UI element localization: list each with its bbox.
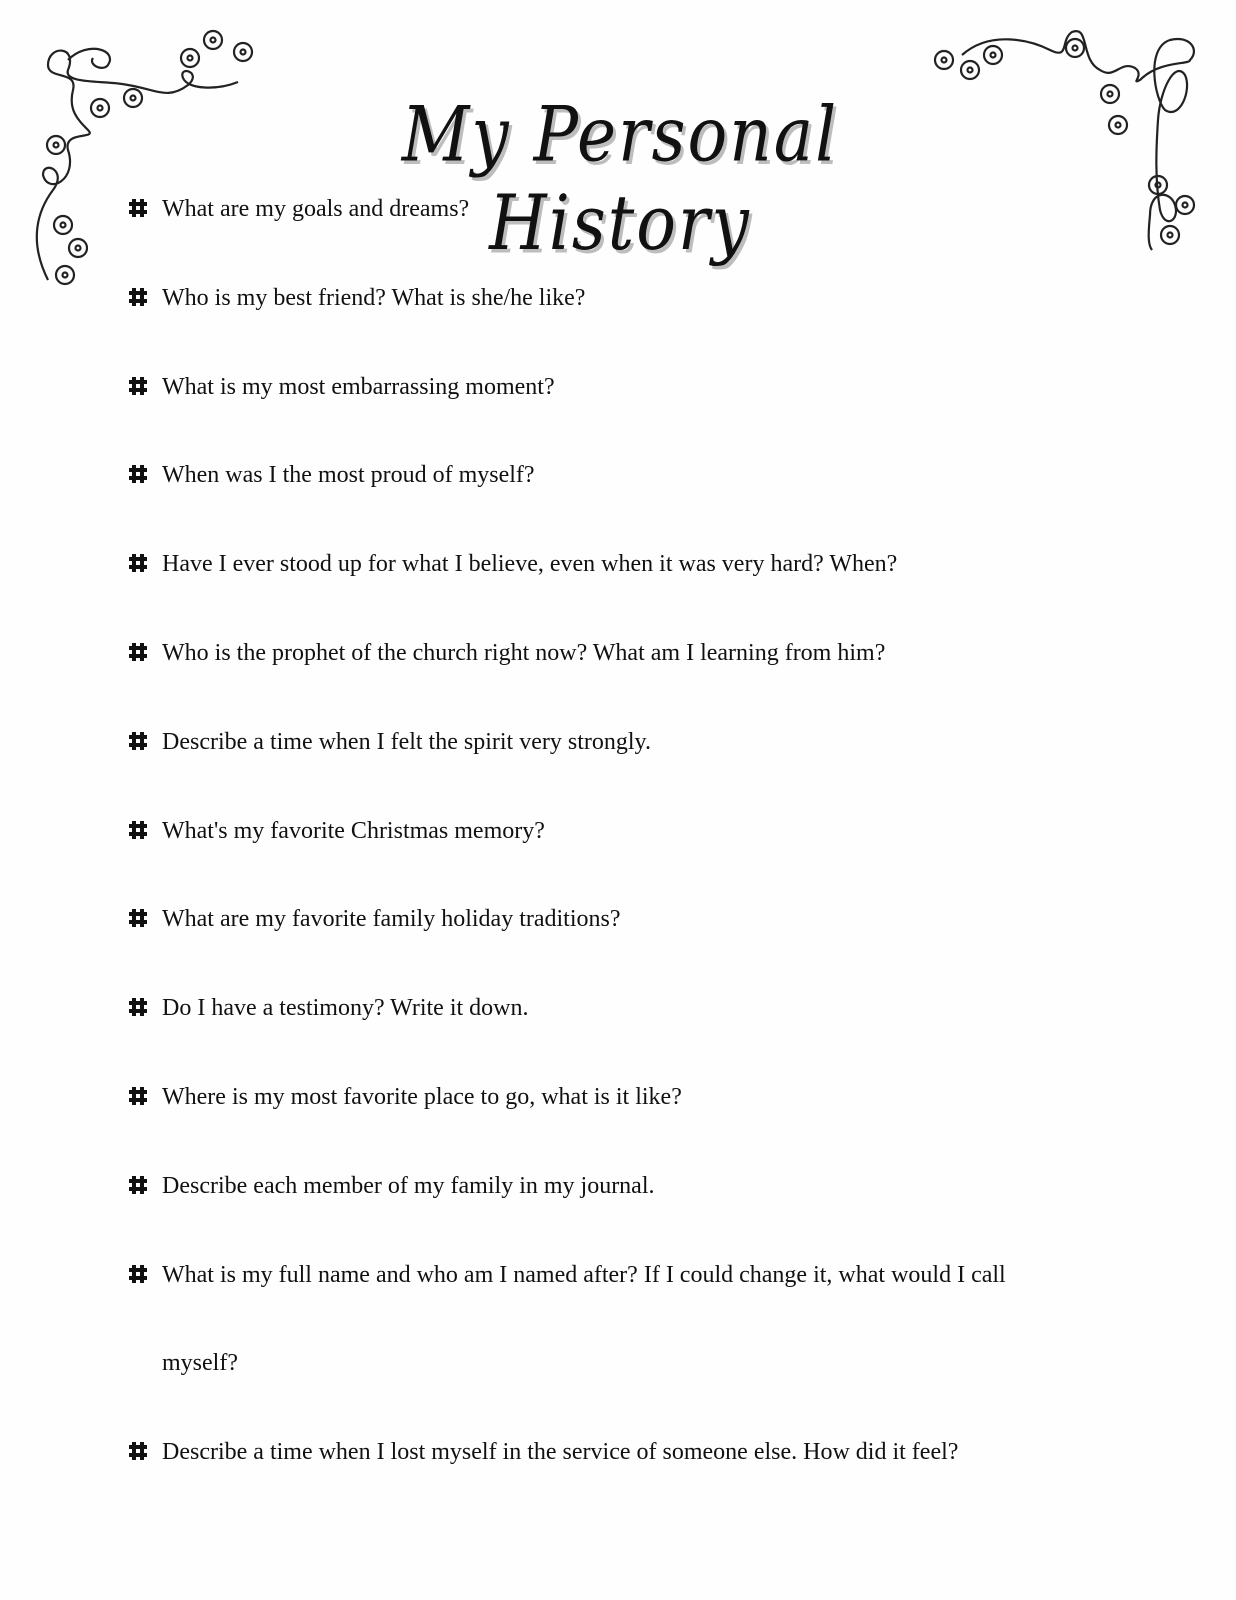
question-item [128, 1437, 958, 1467]
question-item [128, 727, 651, 757]
question-text: Who is the prophet of the church right now? What am I learning from him? [162, 640, 886, 666]
question-item [128, 816, 545, 846]
question-item [128, 1082, 682, 1112]
question-item [128, 1171, 655, 1201]
floral-corner-right-icon [930, 20, 1220, 260]
question-text-continuation: myself? [162, 1350, 238, 1377]
hash-bullet-icon [128, 818, 148, 838]
question-item [128, 460, 535, 490]
hash-bullet-icon [128, 551, 148, 571]
question-item [128, 549, 897, 579]
hash-bullet-icon [128, 285, 148, 305]
question-item [128, 372, 555, 402]
hash-bullet-icon [128, 1262, 148, 1282]
hash-bullet-icon [128, 374, 148, 394]
hash-bullet-icon [128, 1439, 148, 1459]
hash-bullet-icon [128, 1084, 148, 1104]
question-item [128, 283, 585, 313]
question-text: Describe a time when I lost myself in the service of someone else. How did it feel? [162, 1439, 959, 1466]
hash-bullet-icon [128, 995, 148, 1015]
hash-bullet-icon [128, 729, 148, 749]
question-text: What is my full name and who am I named after? If I could change it, what would I call [162, 1261, 1006, 1288]
question-text: Describe each member of my family in my journal. [162, 1172, 655, 1199]
hash-bullet-icon [128, 1173, 148, 1193]
hash-bullet-icon [128, 196, 148, 216]
page-title: My Personal History [401, 90, 839, 268]
question-text: What's my favorite Christmas memory? [162, 817, 545, 844]
question-item [128, 638, 885, 668]
question-text: What are my favorite family holiday traditions? [162, 906, 621, 933]
question-text: What is my most embarrassing moment? [162, 373, 555, 400]
question-text: Do I have a testimony? Write it down. [162, 995, 529, 1022]
question-text: Describe a time when I felt the spirit very strongly. [162, 728, 651, 755]
question-item [128, 904, 621, 934]
question-text: What are my goals and dreams? [162, 196, 470, 222]
question-text: Where is my most favorite place to go, what is it like? [162, 1084, 682, 1110]
flowers [47, 31, 252, 284]
hash-bullet-icon [128, 640, 148, 660]
hash-bullet-icon [128, 462, 148, 482]
question-text: Who is my best friend? What is she/he like? [162, 284, 586, 311]
floral-corner-left-icon [8, 10, 258, 300]
question-text: Have I ever stood up for what I believe, even when it was very hard? When? [162, 551, 898, 578]
hash-bullet-icon [128, 906, 148, 926]
question-text: When was I the most proud of myself? [162, 462, 535, 489]
question-item [128, 1260, 1006, 1290]
question-item [128, 993, 529, 1023]
question-item [128, 194, 469, 224]
